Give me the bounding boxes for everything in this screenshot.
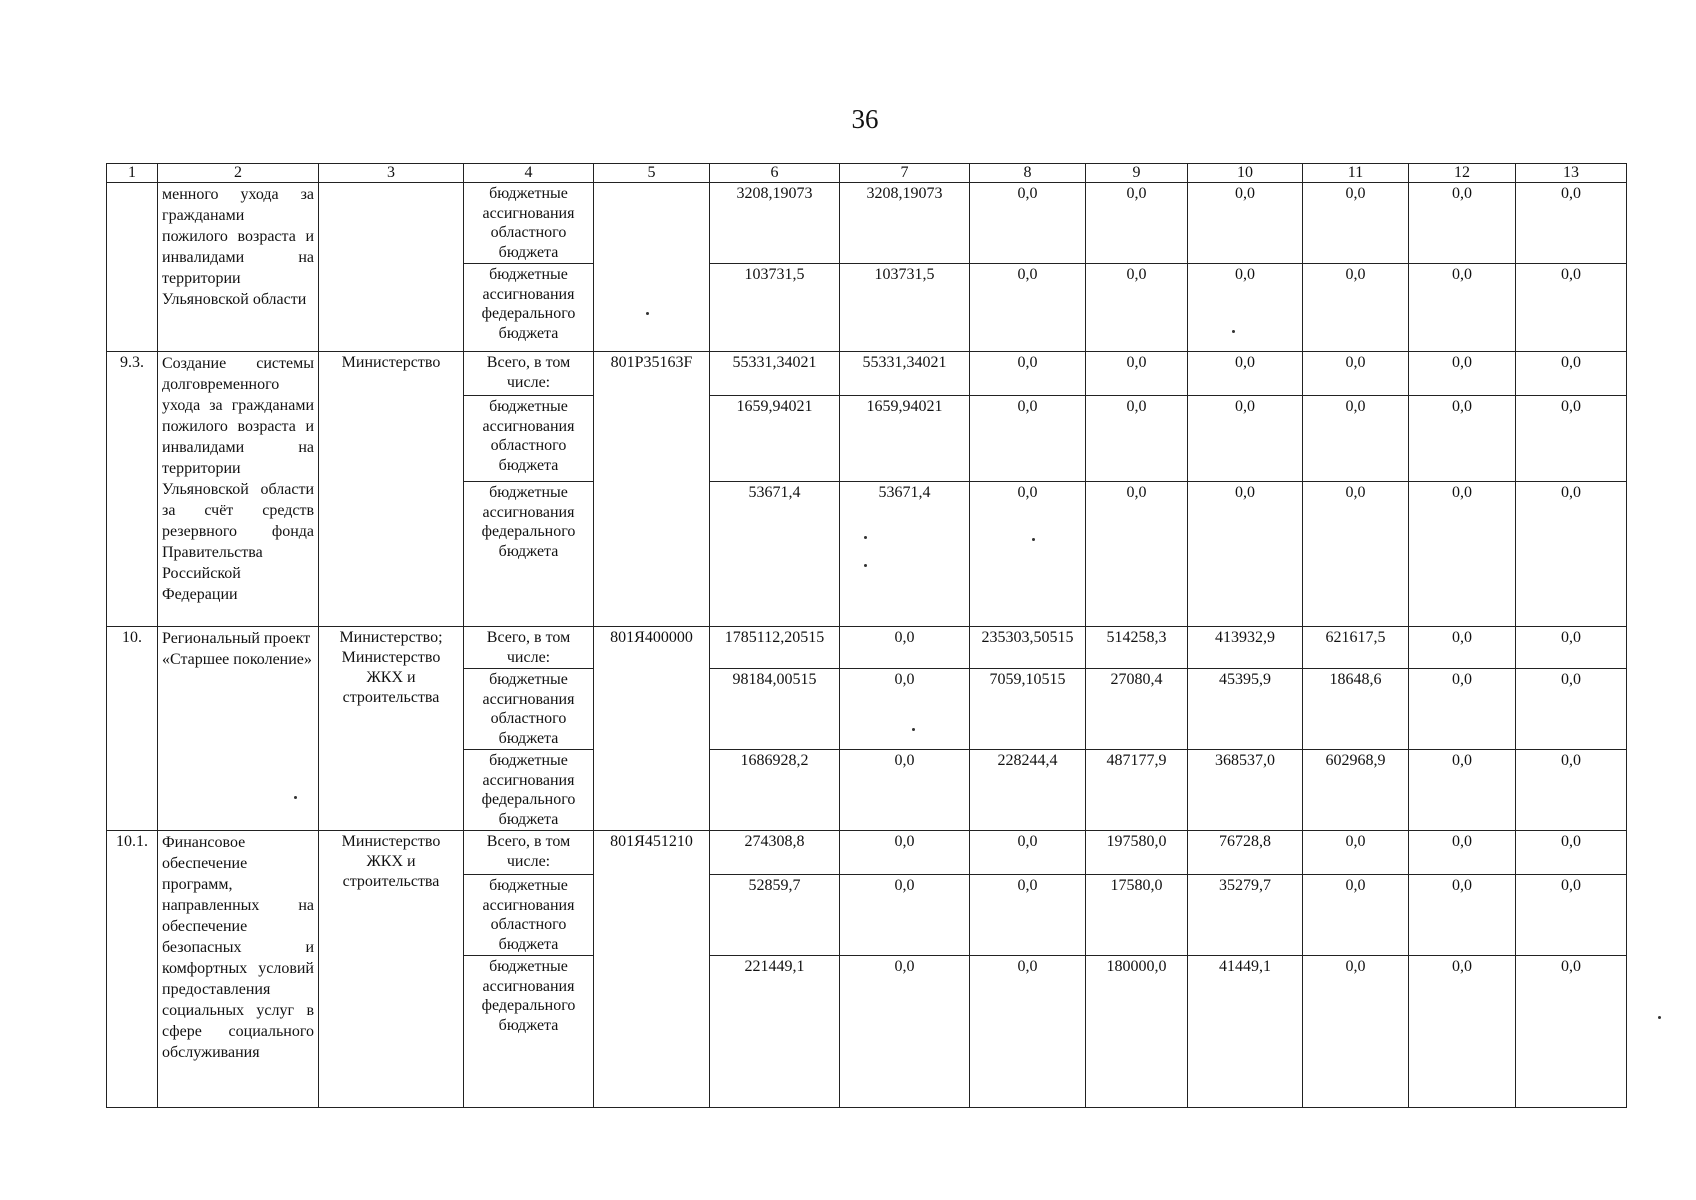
executor (319, 183, 464, 352)
value-cell: 17580,0 (1086, 875, 1188, 956)
column-header: 13 (1516, 164, 1627, 183)
value-cell: 0,0 (1188, 396, 1303, 482)
measure-name: Региональный проект «Старшее поколение» (158, 627, 319, 831)
value-cell: 0,0 (840, 750, 970, 831)
value-cell: 0,0 (840, 831, 970, 875)
value-cell: 0,0 (1303, 352, 1409, 396)
value-cell: 55331,34021 (840, 352, 970, 396)
value-cell: 0,0 (1409, 956, 1516, 1108)
budget-code: 801Я400000 (594, 627, 710, 831)
column-header: 4 (464, 164, 594, 183)
value-cell: 0,0 (1409, 352, 1516, 396)
column-header: 1 (107, 164, 158, 183)
value-cell: 0,0 (1516, 396, 1627, 482)
column-header: 3 (319, 164, 464, 183)
budget-table (106, 163, 1627, 1108)
value-cell: 0,0 (1303, 183, 1409, 264)
scan-speck (912, 728, 915, 731)
value-cell: 197580,0 (1086, 831, 1188, 875)
value-cell: 0,0 (1086, 482, 1188, 627)
value-cell: 413932,9 (1188, 627, 1303, 669)
value-cell: 0,0 (970, 875, 1086, 956)
value-cell: 0,0 (1409, 669, 1516, 750)
budget-code (594, 183, 710, 352)
value-cell: 0,0 (1409, 875, 1516, 956)
value-cell: 0,0 (840, 956, 970, 1108)
value-cell: 0,0 (970, 352, 1086, 396)
measure-name: Создание системы долговременного ухода за гражданами пожилого возраста и инвалидами на территории Ульяновской области за счёт средств резервного фонда Правительства Российской Федерации (158, 352, 319, 627)
funding-source: Всего, в том числе: (464, 831, 594, 875)
value-cell: 0,0 (1516, 750, 1627, 831)
value-cell: 621617,5 (1303, 627, 1409, 669)
column-header: 5 (594, 164, 710, 183)
value-cell: 1659,94021 (710, 396, 840, 482)
value-cell: 0,0 (970, 831, 1086, 875)
budget-code: 801Я451210 (594, 831, 710, 1108)
value-cell: 0,0 (1303, 396, 1409, 482)
scan-speck (1658, 1016, 1661, 1019)
funding-source: бюджетные ассигнования федерального бюджета (464, 482, 594, 627)
row-number: 9.3. (107, 352, 158, 627)
value-cell: 103731,5 (710, 264, 840, 352)
row-number: 10. (107, 627, 158, 831)
value-cell: 41449,1 (1188, 956, 1303, 1108)
value-cell: 0,0 (970, 482, 1086, 627)
table-row (107, 183, 1627, 264)
table-row (107, 352, 1627, 396)
funding-source: Всего, в том числе: (464, 627, 594, 669)
value-cell: 0,0 (1188, 264, 1303, 352)
scan-speck (864, 564, 867, 567)
scan-speck (646, 312, 649, 315)
budget-code: 801Р35163F (594, 352, 710, 627)
value-cell: 0,0 (1409, 482, 1516, 627)
table-row (107, 627, 1627, 669)
value-cell: 7059,10515 (970, 669, 1086, 750)
table-row (107, 831, 1627, 875)
value-cell: 55331,34021 (710, 352, 840, 396)
column-header-row (107, 164, 1627, 183)
value-cell: 514258,3 (1086, 627, 1188, 669)
value-cell: 103731,5 (840, 264, 970, 352)
value-cell: 0,0 (1188, 482, 1303, 627)
funding-source: бюджетные ассигнования областного бюджета (464, 183, 594, 264)
value-cell: 0,0 (1303, 831, 1409, 875)
value-cell: 27080,4 (1086, 669, 1188, 750)
value-cell: 52859,7 (710, 875, 840, 956)
value-cell: 98184,00515 (710, 669, 840, 750)
value-cell: 76728,8 (1188, 831, 1303, 875)
executor: Министерство ЖКХ и строительства (319, 831, 464, 1108)
value-cell: 0,0 (1516, 183, 1627, 264)
value-cell: 0,0 (1086, 352, 1188, 396)
value-cell: 18648,6 (1303, 669, 1409, 750)
funding-source: бюджетные ассигнования федерального бюджета (464, 956, 594, 1108)
value-cell: 0,0 (1409, 831, 1516, 875)
column-header: 9 (1086, 164, 1188, 183)
value-cell: 53671,4 (710, 482, 840, 627)
value-cell: 0,0 (1409, 264, 1516, 352)
column-header: 8 (970, 164, 1086, 183)
value-cell: 0,0 (970, 956, 1086, 1108)
value-cell: 53671,4 (840, 482, 970, 627)
value-cell: 0,0 (1188, 352, 1303, 396)
value-cell: 0,0 (1303, 875, 1409, 956)
measure-name: Финансовое обеспечение программ, направленных на обеспечение безопасных и комфортных условий предоставления социальных услуг в сфере социального обслуживания (158, 831, 319, 1108)
value-cell: 3208,19073 (710, 183, 840, 264)
value-cell: 0,0 (1409, 183, 1516, 264)
value-cell: 1659,94021 (840, 396, 970, 482)
value-cell: 0,0 (1516, 956, 1627, 1108)
value-cell: 0,0 (1409, 627, 1516, 669)
page-number: 36 (851, 104, 879, 134)
value-cell: 0,0 (970, 396, 1086, 482)
value-cell: 228244,4 (970, 750, 1086, 831)
value-cell: 0,0 (1086, 264, 1188, 352)
value-cell: 0,0 (1516, 831, 1627, 875)
measure-name: менного ухода за гражданами пожилого возраста и инвалидами на территории Ульяновской области (158, 183, 319, 352)
column-header: 10 (1188, 164, 1303, 183)
value-cell: 0,0 (1409, 396, 1516, 482)
value-cell: 0,0 (1516, 627, 1627, 669)
value-cell: 0,0 (1516, 264, 1627, 352)
executor: Министерство; Министерство ЖКХ и строительства (319, 627, 464, 831)
value-cell: 0,0 (840, 875, 970, 956)
funding-source: бюджетные ассигнования областного бюджета (464, 875, 594, 956)
value-cell: 1686928,2 (710, 750, 840, 831)
scan-speck (864, 536, 867, 539)
value-cell: 0,0 (1516, 875, 1627, 956)
value-cell: 0,0 (1086, 396, 1188, 482)
funding-source: бюджетные ассигнования областного бюджета (464, 669, 594, 750)
value-cell: 368537,0 (1188, 750, 1303, 831)
column-header: 2 (158, 164, 319, 183)
value-cell: 602968,9 (1303, 750, 1409, 831)
value-cell: 0,0 (1086, 183, 1188, 264)
value-cell: 0,0 (1516, 669, 1627, 750)
value-cell: 487177,9 (1086, 750, 1188, 831)
value-cell: 0,0 (1303, 956, 1409, 1108)
funding-source: бюджетные ассигнования областного бюджета (464, 396, 594, 482)
value-cell: 0,0 (840, 669, 970, 750)
value-cell: 0,0 (1303, 482, 1409, 627)
row-number: 10.1. (107, 831, 158, 1108)
value-cell: 180000,0 (1086, 956, 1188, 1108)
column-header: 12 (1409, 164, 1516, 183)
value-cell: 45395,9 (1188, 669, 1303, 750)
value-cell: 0,0 (970, 183, 1086, 264)
scan-speck (1232, 330, 1235, 333)
value-cell: 221449,1 (710, 956, 840, 1108)
value-cell: 0,0 (1303, 264, 1409, 352)
value-cell: 274308,8 (710, 831, 840, 875)
value-cell: 0,0 (1516, 352, 1627, 396)
column-header: 11 (1303, 164, 1409, 183)
funding-source: бюджетные ассигнования федерального бюджета (464, 750, 594, 831)
row-number (107, 183, 158, 352)
value-cell: 0,0 (840, 627, 970, 669)
value-cell: 0,0 (970, 264, 1086, 352)
scan-speck (1032, 538, 1035, 541)
value-cell: 35279,7 (1188, 875, 1303, 956)
value-cell: 1785112,20515 (710, 627, 840, 669)
column-header: 6 (710, 164, 840, 183)
funding-source: бюджетные ассигнования федерального бюджета (464, 264, 594, 352)
executor: Министерство (319, 352, 464, 627)
value-cell: 0,0 (1409, 750, 1516, 831)
value-cell: 0,0 (1188, 183, 1303, 264)
value-cell: 235303,50515 (970, 627, 1086, 669)
value-cell: 0,0 (1516, 482, 1627, 627)
scan-speck (294, 796, 297, 799)
column-header: 7 (840, 164, 970, 183)
funding-source: Всего, в том числе: (464, 352, 594, 396)
value-cell: 3208,19073 (840, 183, 970, 264)
